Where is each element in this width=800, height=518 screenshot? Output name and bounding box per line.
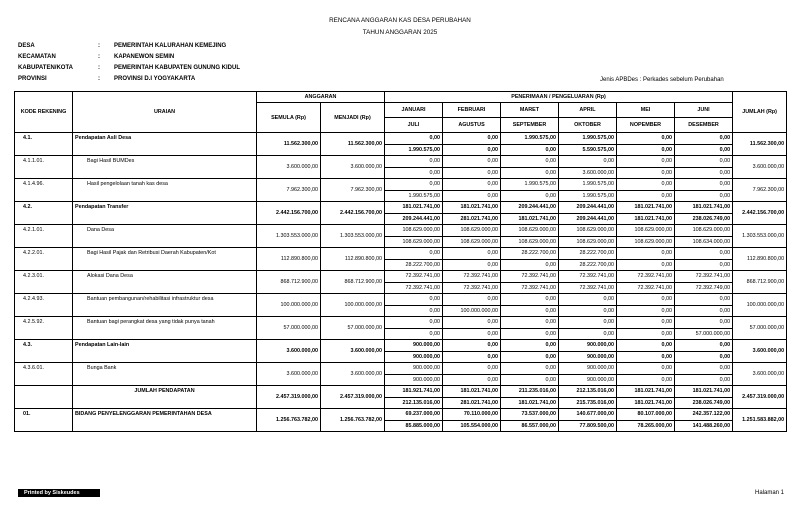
menjadi-cell: 1.303.553.000,00 (321, 225, 385, 248)
month-value-cell: 1.990.575,00 (559, 190, 617, 202)
menjadi-cell: 100.000.000,00 (321, 294, 385, 317)
table-row (15, 271, 787, 283)
month-value-cell: 0,00 (501, 144, 559, 156)
month-value-cell: 0,00 (385, 305, 443, 317)
month-value-cell: 0,00 (501, 305, 559, 317)
month-value-cell: 0,00 (559, 156, 617, 168)
jumlah-cell: 112.890.800,00 (733, 248, 787, 271)
month-value-cell: 900.000,00 (559, 374, 617, 386)
month-value-cell: 108.629.000,00 (559, 236, 617, 248)
month-value-cell: 0,00 (559, 328, 617, 340)
month-value-cell: 900.000,00 (385, 340, 443, 352)
month-value-cell: 69.237.000,00 (385, 409, 443, 421)
semula-cell: 868.712.900,00 (257, 271, 321, 294)
jumlah-cell: 11.562.300,00 (733, 133, 787, 156)
month-value-cell: 0,00 (617, 340, 675, 352)
month-value-cell: 108.629.000,00 (617, 236, 675, 248)
kode-rekening-cell: 4.1.4.96. (15, 179, 73, 202)
kode-rekening-cell: 4.3.6.01. (15, 363, 73, 386)
uraian-cell: Pendapatan Lain-lain (73, 340, 257, 363)
table-row (15, 156, 787, 168)
header-month: APRIL (559, 103, 617, 118)
month-value-cell: 108.629.000,00 (385, 236, 443, 248)
month-value-cell: 0,00 (675, 351, 733, 363)
semula-cell: 3.600.000,00 (257, 156, 321, 179)
month-value-cell: 85.885.000,00 (385, 420, 443, 432)
table-row (15, 386, 787, 398)
kode-rekening-cell: 4.1.1.01. (15, 156, 73, 179)
month-value-cell: 108.629.000,00 (443, 236, 501, 248)
month-value-cell: 1.990.575,00 (385, 190, 443, 202)
month-value-cell: 181.021.741,00 (501, 397, 559, 409)
month-value-cell: 140.677.000,00 (559, 409, 617, 421)
kode-rekening-cell: 4.3. (15, 340, 73, 363)
month-value-cell: 1.990.575,00 (385, 144, 443, 156)
menjadi-cell: 112.890.800,00 (321, 248, 385, 271)
month-value-cell: 108.629.000,00 (443, 225, 501, 237)
month-value-cell: 181.021.741,00 (675, 202, 733, 214)
info-value: PEMERINTAH KALURAHAN KEMEJING (114, 43, 227, 49)
header-month: OKTOBER (559, 118, 617, 133)
month-value-cell: 0,00 (617, 317, 675, 329)
month-value-cell: 108.629.000,00 (675, 225, 733, 237)
semula-cell: 2.457.319.000,00 (257, 386, 321, 409)
month-value-cell: 0,00 (617, 259, 675, 271)
menjadi-cell: 57.000.000,00 (321, 317, 385, 340)
info-value: KAPANEWON SEMIN (114, 54, 175, 60)
info-label: DESA (18, 43, 35, 49)
month-value-cell: 0,00 (617, 305, 675, 317)
month-value-cell: 0,00 (675, 190, 733, 202)
table-row (15, 409, 787, 421)
month-value-cell: 0,00 (617, 351, 675, 363)
month-value-cell: 0,00 (675, 305, 733, 317)
printed-by-label: Printed by Siskeudes (18, 489, 100, 497)
table-row (15, 202, 787, 214)
document-title: RENCANA ANGGARAN KAS DESA PERUBAHAN (329, 17, 471, 24)
month-value-cell: 0,00 (617, 294, 675, 306)
month-value-cell: 0,00 (443, 156, 501, 168)
month-value-cell: 0,00 (443, 317, 501, 329)
month-value-cell: 105.554.000,00 (443, 420, 501, 432)
kode-rekening-cell: 4.2.5.92. (15, 317, 73, 340)
month-value-cell: 0,00 (501, 190, 559, 202)
header-month: JUNI (675, 103, 733, 118)
month-value-cell: 0,00 (385, 328, 443, 340)
jumlah-cell: 1.251.583.882,00 (733, 409, 787, 432)
semula-cell: 11.562.300,00 (257, 133, 321, 156)
month-value-cell: 181.021.741,00 (675, 386, 733, 398)
month-value-cell: 72.392.741,00 (501, 282, 559, 294)
budget-table (14, 91, 787, 432)
month-value-cell: 108.629.000,00 (501, 236, 559, 248)
month-value-cell: 181.021.741,00 (443, 386, 501, 398)
month-value-cell: 281.021.741,00 (443, 213, 501, 225)
month-value-cell: 72.392.741,00 (559, 271, 617, 283)
month-value-cell: 72.392.741,00 (385, 282, 443, 294)
table-row (15, 225, 787, 237)
semula-cell: 1.303.553.000,00 (257, 225, 321, 248)
jumlah-cell: 100.000.000,00 (733, 294, 787, 317)
month-value-cell: 0,00 (501, 328, 559, 340)
month-value-cell: 281.021.741,00 (443, 397, 501, 409)
month-value-cell: 108.629.000,00 (501, 225, 559, 237)
menjadi-cell: 2.442.156.700,00 (321, 202, 385, 225)
month-value-cell: 72.392.741,00 (443, 282, 501, 294)
month-value-cell: 0,00 (617, 179, 675, 191)
month-value-cell: 0,00 (385, 294, 443, 306)
month-value-cell: 0,00 (675, 340, 733, 352)
header-month: JULI (385, 118, 443, 133)
month-value-cell: 181.921.741,00 (385, 386, 443, 398)
month-value-cell: 181.021.741,00 (617, 202, 675, 214)
jumlah-cell: 3.600.000,00 (733, 363, 787, 386)
semula-cell: 3.600.000,00 (257, 340, 321, 363)
month-value-cell: 0,00 (675, 259, 733, 271)
month-value-cell: 0,00 (675, 317, 733, 329)
month-value-cell: 0,00 (385, 133, 443, 145)
month-value-cell: 28.222.700,00 (385, 259, 443, 271)
uraian-cell: Bantuan pembangunan/rehabilitasi infrastruktur desa (73, 294, 257, 317)
month-value-cell: 72.392.749,00 (675, 282, 733, 294)
month-value-cell: 0,00 (443, 179, 501, 191)
header-month: NOPEMBER (617, 118, 675, 133)
month-value-cell: 141.488.260,00 (675, 420, 733, 432)
kode-rekening-cell: 01. (15, 409, 73, 432)
jumlah-cell: 1.303.553.000,00 (733, 225, 787, 248)
month-value-cell: 0,00 (385, 156, 443, 168)
kode-rekening-cell (15, 386, 73, 409)
uraian-cell: Bagi Hasil BUMDes (73, 156, 257, 179)
month-value-cell: 0,00 (385, 317, 443, 329)
kode-rekening-cell: 4.2. (15, 202, 73, 225)
uraian-cell: Bantuan bagi perangkat desa yang tidak punya tanah (73, 317, 257, 340)
month-value-cell: 0,00 (501, 167, 559, 179)
month-value-cell: 209.244.441,00 (559, 202, 617, 214)
month-value-cell: 1.990.575,00 (501, 133, 559, 145)
month-value-cell: 0,00 (617, 133, 675, 145)
month-value-cell: 0,00 (617, 156, 675, 168)
uraian-cell: JUMLAH PENDAPATAN (73, 386, 257, 409)
info-label: PROVINSI (18, 76, 47, 82)
header-month: JANUARI (385, 103, 443, 118)
semula-cell: 7.962.300,00 (257, 179, 321, 202)
month-value-cell: 0,00 (385, 248, 443, 260)
month-value-cell: 0,00 (443, 144, 501, 156)
month-value-cell: 900.000,00 (385, 351, 443, 363)
month-value-cell: 0,00 (501, 351, 559, 363)
month-value-cell: 78.265.000,00 (617, 420, 675, 432)
semula-cell: 1.256.763.782,00 (257, 409, 321, 432)
table-row (15, 179, 787, 191)
month-value-cell: 72.392.741,00 (443, 271, 501, 283)
month-value-cell: 215.735.016,00 (559, 397, 617, 409)
uraian-cell: BIDANG PENYELENGGARAN PEMERINTAHAN DESA (73, 409, 257, 432)
month-value-cell: 0,00 (675, 179, 733, 191)
header-month: MEI (617, 103, 675, 118)
month-value-cell: 0,00 (675, 156, 733, 168)
menjadi-cell: 868.712.900,00 (321, 271, 385, 294)
header-month: AGUSTUS (443, 118, 501, 133)
table-row (15, 363, 787, 375)
month-value-cell: 0,00 (501, 156, 559, 168)
menjadi-cell: 3.600.000,00 (321, 363, 385, 386)
month-value-cell: 28.222.700,00 (501, 248, 559, 260)
month-value-cell: 0,00 (617, 144, 675, 156)
month-value-cell: 108.629.000,00 (385, 225, 443, 237)
month-value-cell: 0,00 (501, 317, 559, 329)
month-value-cell: 72.392.741,00 (385, 271, 443, 283)
jumlah-cell: 3.600.000,00 (733, 340, 787, 363)
uraian-cell: Dana Desa (73, 225, 257, 248)
header-menjadi: MENJADI (Rp) (321, 103, 385, 133)
header-anggaran: ANGGARAN (257, 92, 385, 103)
semula-cell: 57.000.000,00 (257, 317, 321, 340)
month-value-cell: 0,00 (443, 340, 501, 352)
jumlah-cell: 57.000.000,00 (733, 317, 787, 340)
month-value-cell: 0,00 (385, 179, 443, 191)
semula-cell: 112.890.800,00 (257, 248, 321, 271)
month-value-cell: 0,00 (443, 328, 501, 340)
menjadi-cell: 2.457.319.000,00 (321, 386, 385, 409)
month-value-cell: 0,00 (443, 363, 501, 375)
month-value-cell: 209.244.441,00 (559, 213, 617, 225)
month-value-cell: 238.026.749,00 (675, 397, 733, 409)
month-value-cell: 0,00 (443, 374, 501, 386)
month-value-cell: 0,00 (559, 317, 617, 329)
month-value-cell: 77.809.500,00 (559, 420, 617, 432)
semula-cell: 100.000.000,00 (257, 294, 321, 317)
table-row (15, 248, 787, 260)
month-value-cell: 0,00 (443, 248, 501, 260)
month-value-cell: 181.021.741,00 (617, 386, 675, 398)
header-month: SEPTEMBER (501, 118, 559, 133)
menjadi-cell: 7.962.300,00 (321, 179, 385, 202)
month-value-cell: 209.244.441,00 (385, 213, 443, 225)
jumlah-cell: 868.712.900,00 (733, 271, 787, 294)
month-value-cell: 212.135.016,00 (385, 397, 443, 409)
table-row (15, 340, 787, 352)
month-value-cell: 0,00 (675, 133, 733, 145)
month-value-cell: 0,00 (385, 167, 443, 179)
month-value-cell: 900.000,00 (385, 363, 443, 375)
month-value-cell: 0,00 (617, 328, 675, 340)
kode-rekening-cell: 4.1. (15, 133, 73, 156)
table-row (15, 294, 787, 306)
month-value-cell: 0,00 (559, 305, 617, 317)
month-value-cell: 0,00 (443, 167, 501, 179)
menjadi-cell: 11.562.300,00 (321, 133, 385, 156)
uraian-cell: Bunga Bank (73, 363, 257, 386)
month-value-cell: 0,00 (443, 351, 501, 363)
month-value-cell: 1.990.575,00 (559, 179, 617, 191)
month-value-cell: 0,00 (501, 294, 559, 306)
month-value-cell: 209.244.441,00 (501, 202, 559, 214)
month-value-cell: 900.000,00 (385, 374, 443, 386)
header-month: MARET (501, 103, 559, 118)
month-value-cell: 238.026.749,00 (675, 213, 733, 225)
month-value-cell: 0,00 (501, 363, 559, 375)
month-value-cell: 0,00 (675, 294, 733, 306)
month-value-cell: 0,00 (443, 133, 501, 145)
month-value-cell: 0,00 (501, 340, 559, 352)
header-month: FEBRUARI (443, 103, 501, 118)
table-row (15, 317, 787, 329)
menjadi-cell: 3.600.000,00 (321, 156, 385, 179)
month-value-cell: 181.021.741,00 (443, 202, 501, 214)
month-value-cell: 0,00 (617, 190, 675, 202)
month-value-cell: 72.392.741,00 (617, 271, 675, 283)
month-value-cell: 0,00 (675, 248, 733, 260)
menjadi-cell: 3.600.000,00 (321, 340, 385, 363)
month-value-cell: 108.634.000,00 (675, 236, 733, 248)
month-value-cell: 72.392.741,00 (617, 282, 675, 294)
month-value-cell: 28.222.700,00 (559, 259, 617, 271)
month-value-cell: 0,00 (501, 374, 559, 386)
header-semula: SEMULA (Rp) (257, 103, 321, 133)
month-value-cell: 0,00 (675, 363, 733, 375)
month-value-cell: 72.392.741,00 (559, 282, 617, 294)
month-value-cell: 0,00 (675, 144, 733, 156)
month-value-cell: 0,00 (675, 374, 733, 386)
month-value-cell: 900.000,00 (559, 340, 617, 352)
month-value-cell: 0,00 (559, 294, 617, 306)
kode-rekening-cell: 4.2.3.01. (15, 271, 73, 294)
uraian-cell: Bagi Hasil Pajak dan Retribusi Daerah Kabupaten/Kot (73, 248, 257, 271)
page-number: Halaman 1 (754, 490, 784, 496)
month-value-cell: 0,00 (617, 248, 675, 260)
kode-rekening-cell: 4.2.1.01. (15, 225, 73, 248)
menjadi-cell: 1.256.763.782,00 (321, 409, 385, 432)
kode-rekening-cell: 4.2.2.01. (15, 248, 73, 271)
month-value-cell: 0,00 (501, 259, 559, 271)
month-value-cell: 108.629.000,00 (559, 225, 617, 237)
jenis-apbdes: Jenis APBDes : Perkades sebelum Perubahan (600, 77, 724, 83)
month-value-cell: 1.990.575,00 (559, 133, 617, 145)
jumlah-cell: 2.457.319.000,00 (733, 386, 787, 409)
month-value-cell: 212.135.016,00 (559, 386, 617, 398)
semula-cell: 2.442.156.700,00 (257, 202, 321, 225)
month-value-cell: 72.392.741,00 (501, 271, 559, 283)
month-value-cell: 57.000.000,00 (675, 328, 733, 340)
month-value-cell: 108.629.000,00 (617, 225, 675, 237)
table-row (15, 133, 787, 145)
month-value-cell: 5.590.575,00 (559, 144, 617, 156)
info-value: PEMERINTAH KABUPATEN GUNUNG KIDUL (114, 65, 240, 71)
header-uraian: URAIAN (73, 92, 257, 133)
header-jumlah: JUMLAH (Rp) (733, 92, 787, 133)
uraian-cell: Pendapatan Asli Desa (73, 133, 257, 156)
kode-rekening-cell: 4.2.4.93. (15, 294, 73, 317)
month-value-cell: 1.990.575,00 (501, 179, 559, 191)
month-value-cell: 181.021.741,00 (501, 213, 559, 225)
header-month: DESEMBER (675, 118, 733, 133)
jumlah-cell: 2.442.156.700,00 (733, 202, 787, 225)
month-value-cell: 181.021.741,00 (385, 202, 443, 214)
month-value-cell: 900.000,00 (559, 363, 617, 375)
month-value-cell: 211.235.016,00 (501, 386, 559, 398)
header-kode: KODE REKENING (15, 92, 73, 133)
semula-cell: 3.600.000,00 (257, 363, 321, 386)
month-value-cell: 72.392.741,00 (675, 271, 733, 283)
month-value-cell: 181.021.741,00 (617, 213, 675, 225)
month-value-cell: 28.222.700,00 (559, 248, 617, 260)
month-value-cell: 181.021.741,00 (617, 397, 675, 409)
month-value-cell: 0,00 (675, 167, 733, 179)
month-value-cell: 900.000,00 (559, 351, 617, 363)
uraian-cell: Alokasi Dana Desa (73, 271, 257, 294)
jumlah-cell: 3.600.000,00 (733, 156, 787, 179)
jumlah-cell: 7.962.300,00 (733, 179, 787, 202)
month-value-cell: 0,00 (443, 259, 501, 271)
month-value-cell: 0,00 (443, 190, 501, 202)
info-value: PROVINSI D.I YOGYAKARTA (114, 76, 196, 82)
month-value-cell: 100.000.000,00 (443, 305, 501, 317)
month-value-cell: 242.357.122,00 (675, 409, 733, 421)
header-penerimaan: PENERIMAAN / PENGELUARAN (Rp) (385, 92, 733, 103)
document-subtitle: TAHUN ANGGARAN 2025 (362, 29, 438, 36)
month-value-cell: 86.557.000,00 (501, 420, 559, 432)
info-label: KECAMATAN (18, 54, 56, 60)
month-value-cell: 3.600.000,00 (559, 167, 617, 179)
month-value-cell: 0,00 (617, 167, 675, 179)
month-value-cell: 70.110.000,00 (443, 409, 501, 421)
month-value-cell: 0,00 (617, 363, 675, 375)
month-value-cell: 0,00 (617, 374, 675, 386)
month-value-cell: 80.107.000,00 (617, 409, 675, 421)
month-value-cell: 73.537.000,00 (501, 409, 559, 421)
uraian-cell: Hasil pengelolaan tanah kas desa (73, 179, 257, 202)
month-value-cell: 0,00 (443, 294, 501, 306)
info-label: KABUPATEN/KOTA (18, 65, 73, 71)
uraian-cell: Pendapatan Transfer (73, 202, 257, 225)
